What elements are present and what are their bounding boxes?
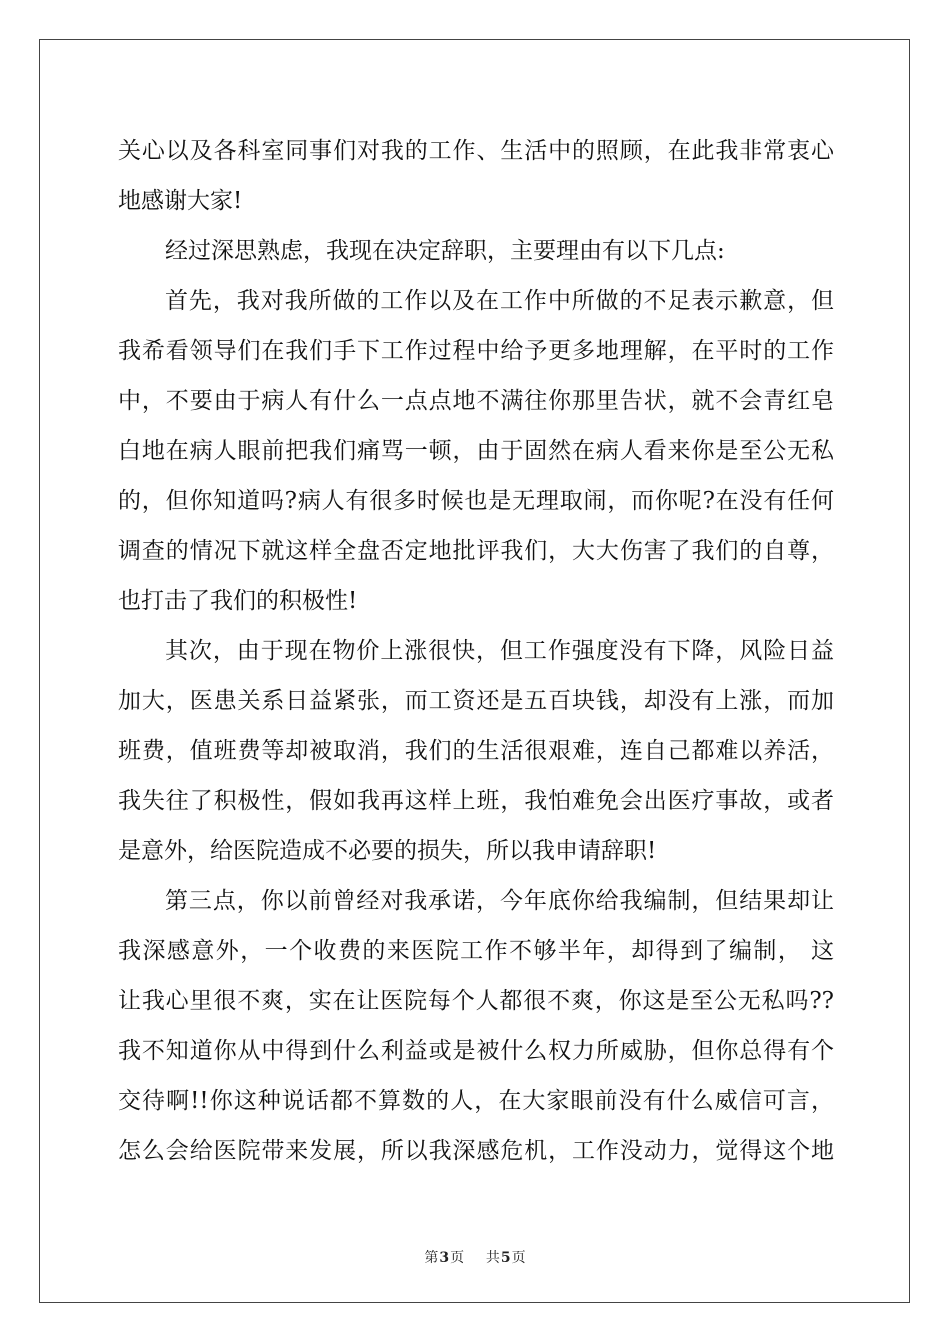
total-suffix: 页: [511, 1250, 526, 1266]
page-footer: [0, 1249, 950, 1267]
text-line: 调查的情况下就这样全盘否定地批评我们，大大伤害了我们的自尊，: [118, 538, 834, 564]
total-prefix: 共: [485, 1250, 500, 1266]
paragraph-first-line: 首先，我对我所做的工作以及在工作中所做的不足表示歉意，但: [165, 288, 834, 314]
text-line: 我失往了积极性，假如我再这样上班，我怕难免会出医疗事故，或者: [118, 788, 834, 814]
text-line: 班费，值班费等却被取消，我们的生活很艰难，连自己都难以养活，: [118, 738, 834, 764]
text-line: 地感谢大家!: [118, 188, 243, 214]
total-pages-number: 5: [500, 1250, 511, 1266]
paragraph-first-line: 第三点，你以前曾经对我承诺，今年底你给我编制，但结果却让: [165, 888, 834, 914]
text-line: 加大，医患关系日益紧张，而工资还是五百块钱，却没有上涨，而加: [118, 688, 834, 714]
text-line: 白地在病人眼前把我们痛骂一顿，由于固然在病人看来你是至公无私: [118, 438, 834, 464]
text-line: 中，不要由于病人有什么一点点地不满往你那里告状，就不会青红皂: [118, 388, 834, 414]
text-line: 也打击了我们的积极性!: [118, 588, 358, 614]
page-prefix: 第: [424, 1250, 439, 1266]
page-suffix: 页: [450, 1250, 465, 1266]
text-line: 我希看领导们在我们手下工作过程中给予更多地理解，在平时的工作: [118, 338, 834, 364]
text-line: 关心以及各科室同事们对我的工作、生活中的照顾，在此我非常衷心: [118, 138, 834, 164]
text-line: 我深感意外，一个收费的来医院工作不够半年，却得到了编制， 这: [118, 938, 834, 964]
text-line: 的，但你知道吗?病人有很多时候也是无理取闹，而你呢?在没有任何: [118, 488, 834, 514]
total-pages-indicator: [485, 1250, 527, 1266]
text-line: 交待啊!!你这种说话都不算数的人，在大家眼前没有什么威信可言，: [118, 1088, 834, 1114]
text-line: 怎么会给医院带来发展，所以我深感危机，工作没动力，觉得这个地: [118, 1138, 834, 1164]
page-indicator: [423, 1250, 465, 1266]
text-line: 是意外，给医院造成不必要的损失，所以我申请辞职!: [118, 838, 657, 864]
text-line: 我不知道你从中得到什么利益或是被什么权力所威胁，但你总得有个: [118, 1038, 834, 1064]
page-number: 3: [439, 1250, 450, 1266]
paragraph-first-line: 经过深思熟虑，我现在决定辞职，主要理由有以下几点:: [165, 238, 725, 264]
text-line: 让我心里很不爽，实在让医院每个人都很不爽，你这是至公无私吗??: [118, 988, 834, 1014]
paragraph-first-line: 其次，由于现在物价上涨很快，但工作强度没有下降，风险日益: [165, 638, 834, 664]
